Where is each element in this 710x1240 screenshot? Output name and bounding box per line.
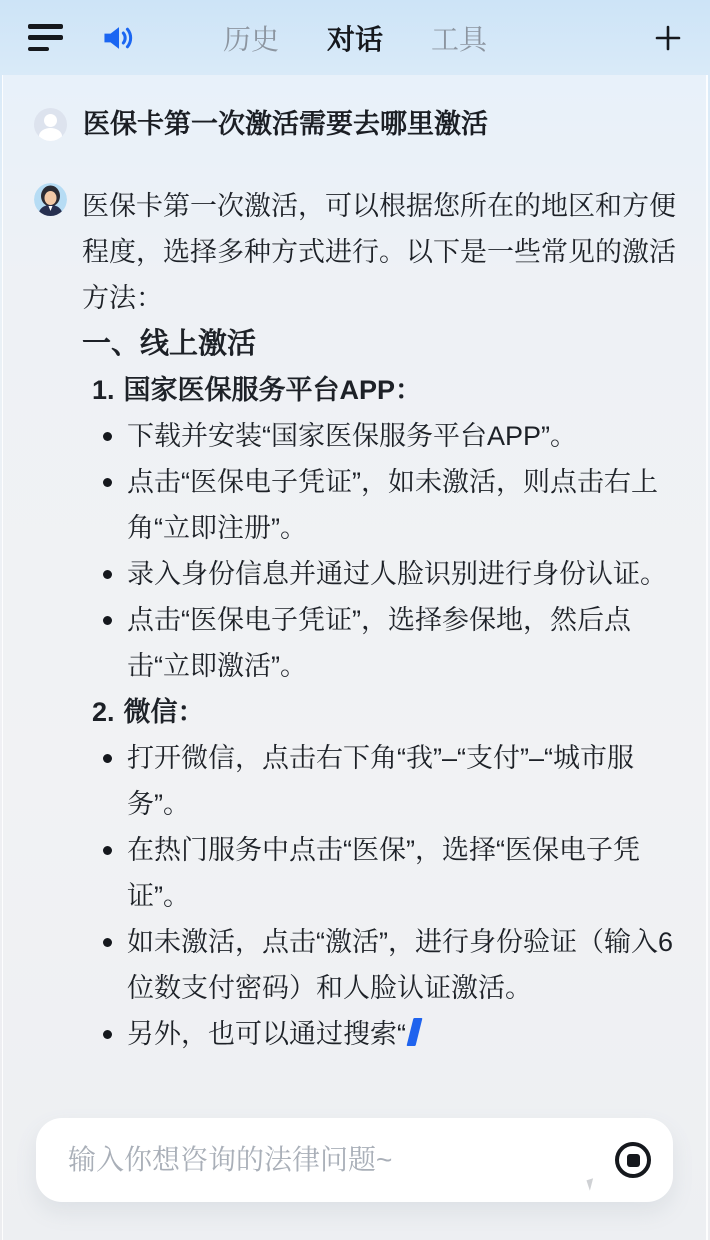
user-message — [34, 108, 706, 141]
list-item: 如未激活，点击“激活”，进行身份验证（输入6位数支付密码）和人脸认证激活。 — [82, 919, 683, 1011]
speaker-readaloud-icon[interactable] — [101, 22, 137, 54]
bullet-dot — [103, 1030, 112, 1039]
tab-history[interactable]: 历史 — [222, 23, 279, 55]
list-item-numbered: 2. 微信： — [92, 697, 205, 727]
top-bar — [0, 0, 710, 75]
tab-dialogue[interactable]: 对话 — [326, 23, 384, 55]
stop-icon — [627, 1154, 640, 1167]
bullet-dot — [103, 754, 112, 763]
typing-cursor-icon — [407, 1018, 423, 1046]
list-item: 另外，也可以通过搜索“ — [82, 1011, 683, 1057]
list-item: 下载并安装“国家医保服务平台APP”。 — [82, 413, 683, 459]
bullet-dot — [103, 938, 112, 947]
section-title: 一、线上激活 — [82, 328, 257, 360]
tab-bar — [223, 0, 487, 75]
list-item: 点击“医保电子凭证”，如未激活，则点击右上角“立即注册”。 — [82, 459, 683, 551]
user-avatar — [34, 108, 67, 141]
hamburger-menu-icon[interactable] — [28, 24, 63, 51]
bullet-dot — [103, 616, 112, 625]
stop-generation-button[interactable] — [615, 1142, 651, 1178]
bullet-dot — [103, 846, 112, 855]
bullet-dot — [103, 570, 112, 579]
list-item: 录入身份信息并通过人脸识别进行身份认证。 — [82, 551, 683, 597]
assistant-intro: 医保卡第一次激活，可以根据您所在的地区和方便程度，选择多种方式进行。以下是一些常见的激活方法： — [82, 191, 676, 313]
assistant-avatar — [34, 183, 67, 216]
chat-input[interactable] — [68, 1144, 615, 1176]
bullet-dot — [103, 432, 112, 441]
list-item: 在热门服务中点击“医保”，选择“医保电子凭证”。 — [82, 827, 683, 919]
tab-tools[interactable]: 工具 — [431, 23, 488, 55]
message-input-bar — [36, 1118, 673, 1202]
list-item-numbered: 1. 国家医保服务平台APP： — [92, 375, 423, 405]
assistant-message — [34, 183, 706, 1057]
chat-scroll-area[interactable] — [2, 75, 708, 1240]
mouse-pointer-icon — [586, 1178, 596, 1191]
user-message-text: 医保卡第一次激活需要去哪里激活 — [83, 109, 488, 139]
list-item: 点击“医保电子凭证”，选择参保地，然后点击“立即激活”。 — [82, 597, 683, 689]
assistant-message-body — [82, 183, 683, 1057]
bullet-dot — [103, 478, 112, 487]
new-chat-plus-icon[interactable] — [652, 22, 684, 54]
list-item: 打开微信，点击右下角“我”–“支付”–“城市服务”。 — [82, 735, 683, 827]
